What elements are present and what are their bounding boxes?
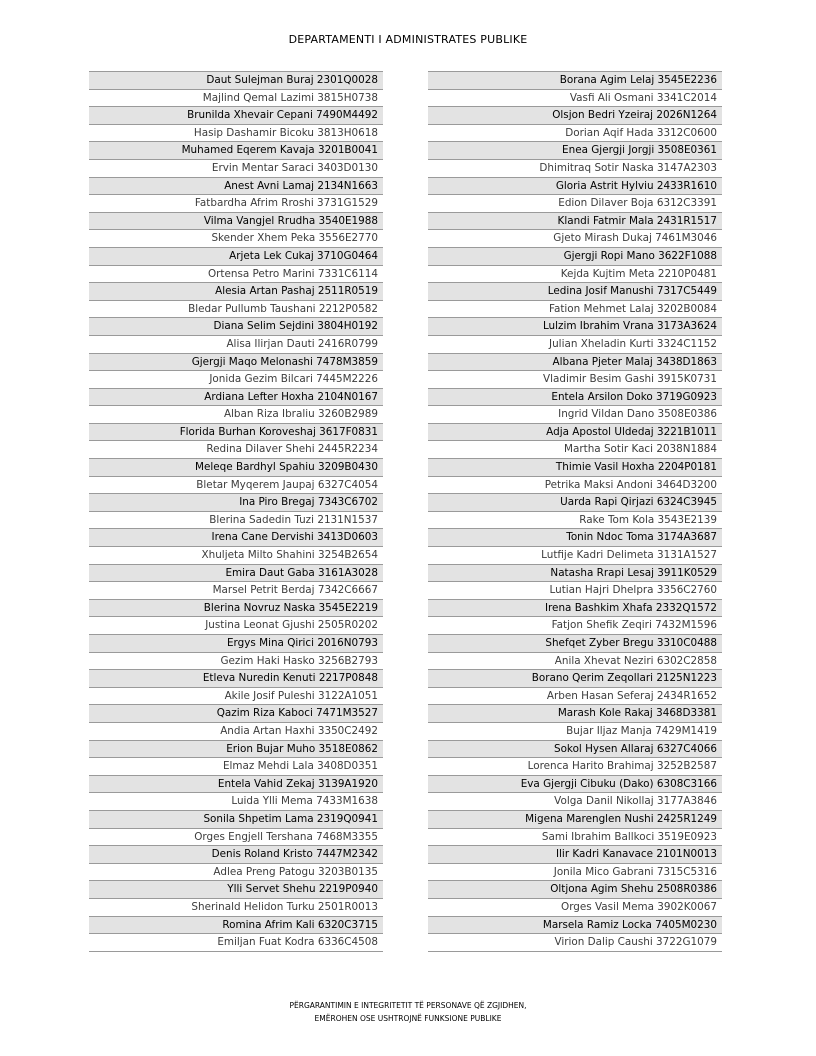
list-item: Tonin Ndoc Toma 3174A3687: [428, 529, 722, 547]
list-item: Orges Engjell Tershana 7468M3355: [89, 829, 383, 847]
footer-line-2: EMËROHEN OSE USHTROJNË FUNKSIONE PUBLIKE: [314, 1014, 502, 1023]
list-item: Alesia Artan Pashaj 2511R0519: [89, 283, 383, 301]
list-item: Anila Xhevat Neziri 6302C2858: [428, 653, 722, 671]
list-item: Enea Gjergji Jorgji 3508E0361: [428, 142, 722, 160]
list-item: Arben Hasan Seferaj 2434R1652: [428, 688, 722, 706]
list-item: Irena Bashkim Xhafa 2332Q1572: [428, 600, 722, 618]
list-item: Romina Afrim Kali 6320C3715: [89, 917, 383, 935]
list-item: Ilir Kadri Kanavace 2101N0013: [428, 846, 722, 864]
list-item: Daut Sulejman Buraj 2301Q0028: [89, 72, 383, 90]
list-item: Rake Tom Kola 3543E2139: [428, 512, 722, 530]
list-item: Ingrid Vildan Dano 3508E0386: [428, 406, 722, 424]
page-title: DEPARTAMENTI I ADMINISTRATES PUBLIKE: [288, 33, 528, 46]
list-item: Elmaz Mehdi Lala 3408D0351: [89, 758, 383, 776]
list-item: Marash Kole Rakaj 3468D3381: [428, 705, 722, 723]
list-item: Vilma Vangjel Rrudha 3540E1988: [89, 213, 383, 231]
list-item: Albana Pjeter Malaj 3438D1863: [428, 354, 722, 372]
list-item: Meleqe Bardhyl Spahiu 3209B0430: [89, 459, 383, 477]
list-item: Ergys Mina Qirici 2016N0793: [89, 635, 383, 653]
list-item: Etleva Nuredin Kenuti 2217P0848: [89, 670, 383, 688]
list-item: Eva Gjergji Cibuku (Dako) 6308C3166: [428, 776, 722, 794]
list-item: Natasha Rrapi Lesaj 3911K0529: [428, 565, 722, 583]
list-item: Lorenca Harito Brahimaj 3252B2587: [428, 758, 722, 776]
list-item: Irena Cane Dervishi 3413D0603: [89, 529, 383, 547]
list-item: Fatbardha Afrim Rroshi 3731G1529: [89, 195, 383, 213]
list-item: Skender Xhem Peka 3556E2770: [89, 230, 383, 248]
list-item: Sami Ibrahim Ballkoci 3519E0923: [428, 829, 722, 847]
page-footer: [0, 999, 816, 1025]
list-item: Redina Dilaver Shehi 2445R2234: [89, 441, 383, 459]
list-item: Olsjon Bedri Yzeiraj 2026N1264: [428, 107, 722, 125]
left-name-list: [89, 71, 383, 952]
list-item: Volga Danil Nikollaj 3177A3846: [428, 793, 722, 811]
list-item: Lulzim Ibrahim Vrana 3173A3624: [428, 318, 722, 336]
list-item: Fation Mehmet Lalaj 3202B0084: [428, 301, 722, 319]
list-item: Lutfije Kadri Delimeta 3131A1527: [428, 547, 722, 565]
list-item: Julian Xheladin Kurti 3324C1152: [428, 336, 722, 354]
footer-line-1: PËRGARANTIMIN E INTEGRITETIT TË PERSONAVE QË ZGJIDHEN,: [289, 1001, 527, 1010]
list-item: Borano Qerim Zeqollari 2125N1223: [428, 670, 722, 688]
list-item: Ardiana Lefter Hoxha 2104N0167: [89, 389, 383, 407]
list-item: Uarda Rapi Qirjazi 6324C3945: [428, 494, 722, 512]
right-name-list: [428, 71, 722, 952]
list-item: Dorian Aqif Hada 3312C0600: [428, 125, 722, 143]
list-item: Gjeto Mirash Dukaj 7461M3046: [428, 230, 722, 248]
list-item: Gjergji Maqo Melonashi 7478M3859: [89, 354, 383, 372]
list-item: Sokol Hysen Allaraj 6327C4066: [428, 741, 722, 759]
list-item: Andia Artan Haxhi 3350C2492: [89, 723, 383, 741]
list-item: Edion Dilaver Boja 6312C3391: [428, 195, 722, 213]
list-item: Blerina Novruz Naska 3545E2219: [89, 600, 383, 618]
list-item: Vladimir Besim Gashi 3915K0731: [428, 371, 722, 389]
list-item: Luida Ylli Mema 7433M1638: [89, 793, 383, 811]
list-item: Migena Marenglen Nushi 2425R1249: [428, 811, 722, 829]
list-item: Hasip Dashamir Bicoku 3813H0618: [89, 125, 383, 143]
list-item: Emira Daut Gaba 3161A3028: [89, 565, 383, 583]
list-item: Emiljan Fuat Kodra 6336C4508: [89, 934, 383, 952]
list-item: Marsela Ramiz Locka 7405M0230: [428, 917, 722, 935]
list-item: Denis Roland Kristo 7447M2342: [89, 846, 383, 864]
list-item: Brunilda Xhevair Cepani 7490M4492: [89, 107, 383, 125]
list-item: Thimie Vasil Hoxha 2204P0181: [428, 459, 722, 477]
list-item: Sherinald Helidon Turku 2501R0013: [89, 899, 383, 917]
list-item: Martha Sotir Kaci 2038N1884: [428, 441, 722, 459]
list-item: Entela Vahid Zekaj 3139A1920: [89, 776, 383, 794]
list-item: Majlind Qemal Lazimi 3815H0738: [89, 90, 383, 108]
list-item: Gezim Haki Hasko 3256B2793: [89, 653, 383, 671]
list-item: Vasfi Ali Osmani 3341C2014: [428, 90, 722, 108]
list-item: Sonila Shpetim Lama 2319Q0941: [89, 811, 383, 829]
list-item: Bletar Myqerem Jaupaj 6327C4054: [89, 477, 383, 495]
list-item: Klandi Fatmir Mala 2431R1517: [428, 213, 722, 231]
list-item: Bledar Pullumb Taushani 2212P0582: [89, 301, 383, 319]
list-item: Ervin Mentar Saraci 3403D0130: [89, 160, 383, 178]
list-item: Adlea Preng Patogu 3203B0135: [89, 864, 383, 882]
list-item: Kejda Kujtim Meta 2210P0481: [428, 266, 722, 284]
list-item: Ylli Servet Shehu 2219P0940: [89, 881, 383, 899]
list-item: Diana Selim Sejdini 3804H0192: [89, 318, 383, 336]
list-item: Jonida Gezim Bilcari 7445M2226: [89, 371, 383, 389]
list-item: Jonila Mico Gabrani 7315C5316: [428, 864, 722, 882]
list-item: Florida Burhan Koroveshaj 3617F0831: [89, 424, 383, 442]
list-item: Muhamed Eqerem Kavaja 3201B0041: [89, 142, 383, 160]
list-item: Petrika Maksi Andoni 3464D3200: [428, 477, 722, 495]
list-item: Akile Josif Puleshi 3122A1051: [89, 688, 383, 706]
list-item: Dhimitraq Sotir Naska 3147A2303: [428, 160, 722, 178]
list-item: Ortensa Petro Marini 7331C6114: [89, 266, 383, 284]
list-item: Ledina Josif Manushi 7317C5449: [428, 283, 722, 301]
list-item: Alban Riza Ibraliu 3260B2989: [89, 406, 383, 424]
list-item: Adja Apostol Uldedaj 3221B1011: [428, 424, 722, 442]
list-item: Qazim Riza Kaboci 7471M3527: [89, 705, 383, 723]
list-item: Entela Arsilon Doko 3719G0923: [428, 389, 722, 407]
list-item: Virion Dalip Caushi 3722G1079: [428, 934, 722, 952]
list-item: Erion Bujar Muho 3518E0862: [89, 741, 383, 759]
list-item: Oltjona Agim Shehu 2508R0386: [428, 881, 722, 899]
list-item: Lutian Hajri Dhelpra 3356C2760: [428, 582, 722, 600]
list-item: Shefqet Zyber Bregu 3310C0488: [428, 635, 722, 653]
list-item: Ina Piro Bregaj 7343C6702: [89, 494, 383, 512]
list-item: Orges Vasil Mema 3902K0067: [428, 899, 722, 917]
list-item: Borana Agim Lelaj 3545E2236: [428, 72, 722, 90]
list-item: Gloria Astrit Hylviu 2433R1610: [428, 178, 722, 196]
list-item: Bujar Iljaz Manja 7429M1419: [428, 723, 722, 741]
list-item: Anest Avni Lamaj 2134N1663: [89, 178, 383, 196]
list-item: Alisa Ilirjan Dauti 2416R0799: [89, 336, 383, 354]
list-item: Xhuljeta Milto Shahini 3254B2654: [89, 547, 383, 565]
list-item: Gjergji Ropi Mano 3622F1088: [428, 248, 722, 266]
list-item: Blerina Sadedin Tuzi 2131N1537: [89, 512, 383, 530]
list-item: Justina Leonat Gjushi 2505R0202: [89, 617, 383, 635]
list-item: Arjeta Lek Cukaj 3710G0464: [89, 248, 383, 266]
list-item: Fatjon Shefik Zeqiri 7432M1596: [428, 617, 722, 635]
list-item: Marsel Petrit Berdaj 7342C6667: [89, 582, 383, 600]
